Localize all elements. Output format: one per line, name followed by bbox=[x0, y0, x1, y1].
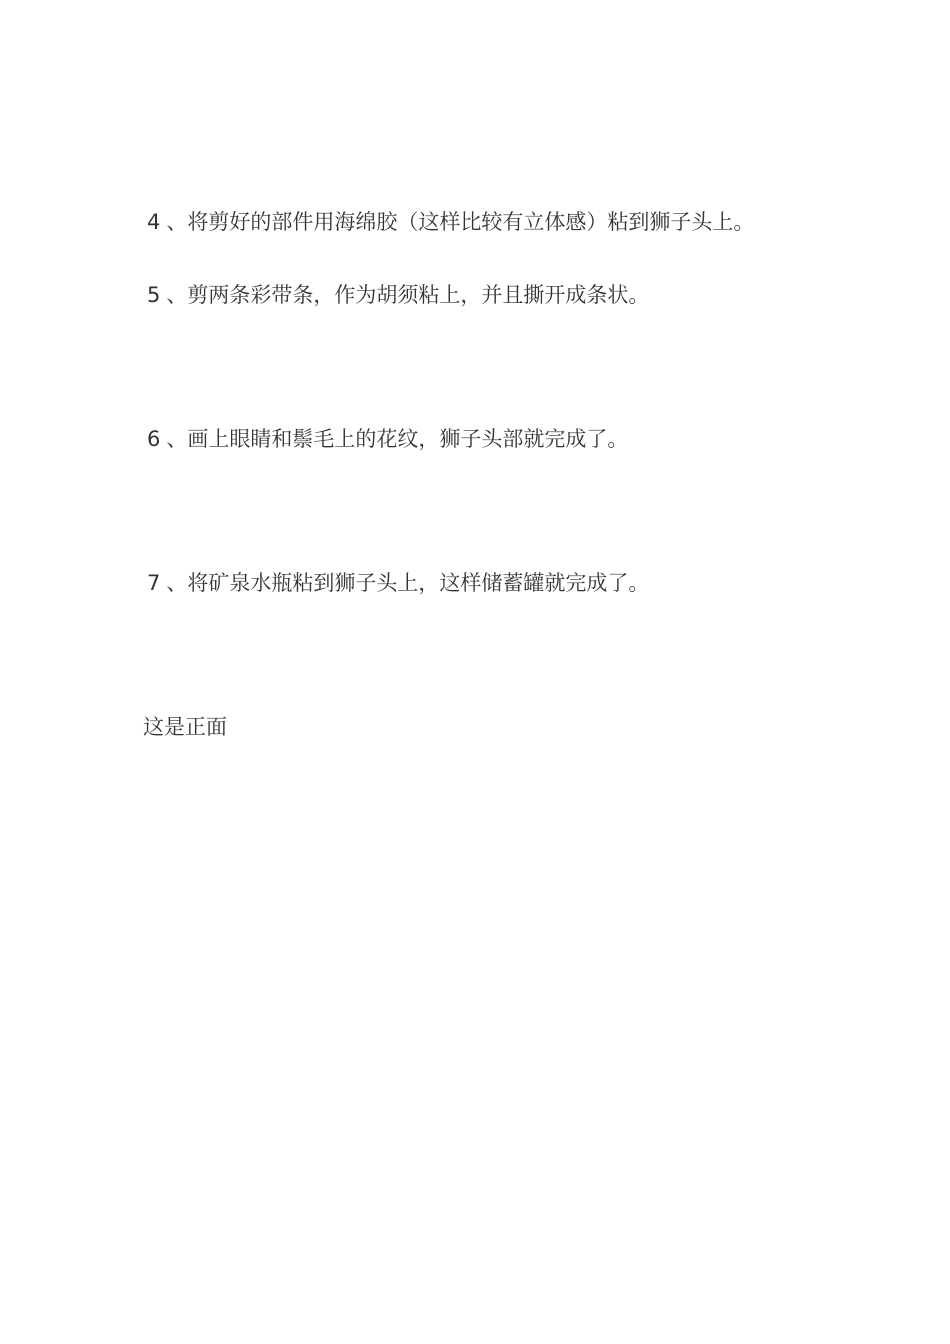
step-number: 5 bbox=[147, 283, 161, 307]
step-number: 4 bbox=[147, 210, 161, 234]
step-5-paragraph bbox=[147, 281, 649, 309]
step-6-paragraph bbox=[147, 425, 628, 453]
step-text: 、将矿泉水瓶粘到狮子头上，这样储蓄罐就完成了。 bbox=[166, 571, 650, 595]
step-number: 7 bbox=[147, 571, 161, 595]
caption-text: 这是正面 bbox=[143, 715, 227, 739]
step-number: 6 bbox=[147, 427, 161, 451]
step-text: 、画上眼睛和鬃毛上的花纹，狮子头部就完成了。 bbox=[166, 427, 629, 451]
step-text: 、将剪好的部件用海绵胶（这样比较有立体感）粘到狮子头上。 bbox=[166, 210, 755, 234]
step-7-paragraph bbox=[147, 569, 649, 597]
step-text: 、剪两条彩带条，作为胡须粘上，并且撕开成条状。 bbox=[166, 283, 650, 307]
step-4-paragraph bbox=[147, 208, 754, 236]
